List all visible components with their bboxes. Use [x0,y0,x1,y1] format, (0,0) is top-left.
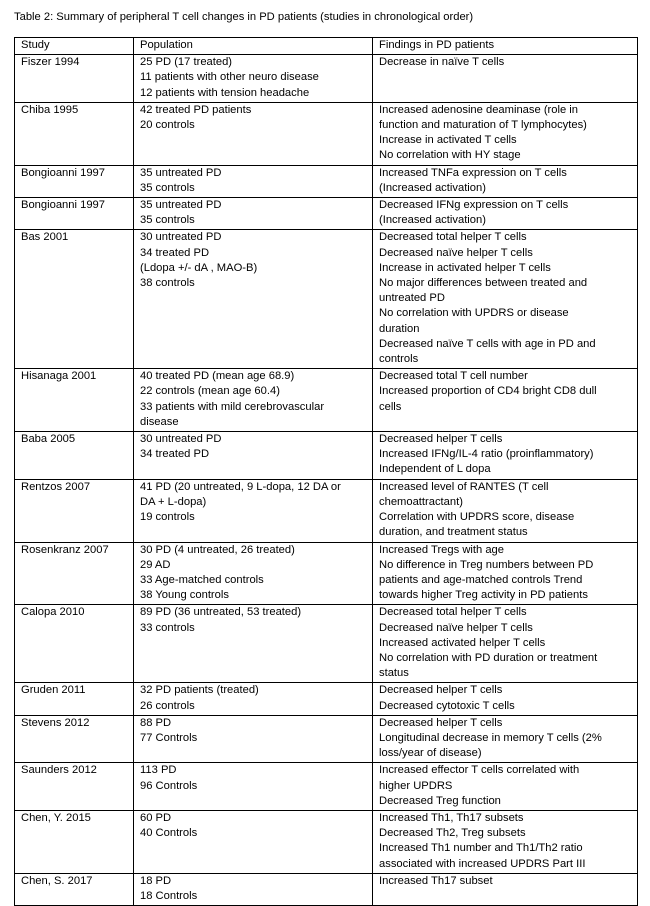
table-row [15,715,638,763]
table-row [15,55,638,103]
findings-cell [373,479,638,542]
study-cell: Chiba 1995 [15,102,134,165]
population-cell [134,810,373,873]
population-line: disease [140,415,179,428]
findings-cell [373,810,638,873]
table-body [15,55,638,906]
population-line: 20 controls [140,119,195,132]
findings-line: Decreased helper T cells [379,716,503,729]
population-cell [134,102,373,165]
population-line: 34 treated PD [140,246,210,259]
population-line: 30 PD (4 untreated, 26 treated) [140,543,295,556]
findings-line: Increase in activated helper T cells [379,261,551,274]
findings-line: Decreased naïve helper T cells [379,621,533,634]
findings-line: Decrease in naïve T cells [379,56,505,69]
findings-line: controls [379,353,419,366]
findings-cell [373,432,638,480]
findings-line: Increased activated helper T cells [379,636,546,649]
findings-line: duration, and treatment status [379,526,528,539]
table-row [15,102,638,165]
findings-line: function and maturation of T lymphocytes) [379,119,587,132]
findings-line: No correlation with UPDRS or disease [379,307,569,320]
population-line: 22 controls (mean age 60.4) [140,385,280,398]
findings-line: Correlation with UPDRS score, disease [379,511,575,524]
findings-cell [373,198,638,230]
population-cell [134,542,373,605]
findings-line: No correlation with HY stage [379,149,521,162]
findings-line: No major differences between treated and [379,277,588,290]
findings-cell [373,873,638,905]
study-cell: Rentzos 2007 [15,479,134,542]
population-line: 38 controls [140,277,195,290]
findings-line: towards higher Treg activity in PD patients [379,589,588,602]
findings-line: Decreased helper T cells [379,433,503,446]
population-line: 38 Young controls [140,589,229,602]
findings-cell [373,605,638,683]
population-cell [134,873,373,905]
table-row [15,873,638,905]
study-cell: Calopa 2010 [15,605,134,683]
summary-table [14,37,638,906]
findings-cell [373,683,638,715]
population-cell [134,763,373,811]
study-cell: Stevens 2012 [15,715,134,763]
findings-line: Decreased total helper T cells [379,606,527,619]
table-row [15,198,638,230]
population-line: 33 controls [140,621,195,634]
study-cell: Hisanaga 2001 [15,369,134,432]
findings-line: Increased adenosine deaminase (role in [379,103,579,116]
findings-line: Independent of L dopa [379,463,491,476]
population-line: 42 treated PD patients [140,103,252,116]
findings-line: cells [379,400,402,413]
findings-cell [373,369,638,432]
findings-line: chemoattractant) [379,495,463,508]
table-row [15,230,638,369]
population-cell [134,198,373,230]
population-cell [134,683,373,715]
population-line: 35 untreated PD [140,166,222,179]
findings-line: Increased TNFa expression on T cells [379,166,567,179]
table-row [15,605,638,683]
header-findings: Findings in PD patients [373,38,638,55]
table-row [15,683,638,715]
population-line: 40 Controls [140,827,198,840]
findings-line: loss/year of disease) [379,747,482,760]
study-cell: Baba 2005 [15,432,134,480]
population-line: 41 PD (20 untreated, 9 L-dopa, 12 DA or [140,480,341,493]
findings-line: Decreased cytotoxic T cells [379,699,515,712]
findings-line: Decreased Th2, Treg subsets [379,827,526,840]
population-cell [134,605,373,683]
study-cell: Rosenkranz 2007 [15,542,134,605]
findings-cell [373,55,638,103]
findings-line: No difference in Treg numbers between PD [379,558,594,571]
population-line: 60 PD [140,811,172,824]
population-line: 96 Controls [140,779,198,792]
population-line: 18 Controls [140,889,198,902]
findings-line: Decreased helper T cells [379,684,503,697]
population-line: 32 PD patients (treated) [140,684,259,697]
population-line: 34 treated PD [140,448,210,461]
population-line: 40 treated PD (mean age 68.9) [140,370,295,383]
findings-line: Increased proportion of CD4 bright CD8 dull [379,385,597,398]
findings-cell [373,230,638,369]
population-line: (Ldopa +/- dA , MAO-B) [140,261,258,274]
study-cell: Chen, Y. 2015 [15,810,134,873]
findings-cell [373,542,638,605]
findings-line: (Increased activation) [379,181,486,194]
population-line: 33 Age-matched controls [140,573,264,586]
findings-line: Increase in activated T cells [379,134,517,147]
findings-line: Longitudinal decrease in memory T cells (2% [379,731,602,744]
findings-cell [373,715,638,763]
findings-line: associated with increased UPDRS Part III [379,857,586,870]
population-line: 30 untreated PD [140,433,222,446]
population-line: DA + L-dopa) [140,495,207,508]
table-row [15,810,638,873]
population-line: 88 PD [140,716,172,729]
population-line: 26 controls [140,699,195,712]
table-row [15,479,638,542]
population-cell [134,165,373,197]
findings-line: Decreased total T cell number [379,370,528,383]
findings-line: (Increased activation) [379,214,486,227]
findings-line: Decreased naïve T cells with age in PD and [379,337,596,350]
header-population: Population [134,38,373,55]
table-row [15,542,638,605]
findings-line: No correlation with PD duration or treatment [379,651,598,664]
findings-line: Increased Th1, Th17 subsets [379,811,524,824]
study-cell: Chen, S. 2017 [15,873,134,905]
findings-line: higher UPDRS [379,779,453,792]
population-line: 25 PD (17 treated) [140,56,233,69]
population-line: 113 PD [140,764,177,777]
study-cell: Bongioanni 1997 [15,198,134,230]
study-cell: Gruden 2011 [15,683,134,715]
population-line: 35 untreated PD [140,199,222,212]
header-study: Study [15,38,134,55]
findings-line: Increased Th17 subset [379,874,493,887]
table-caption: Table 2: Summary of peripheral T cell changes in PD patients (studies in chronological order) [14,11,474,23]
population-line: 19 controls [140,511,195,524]
study-cell: Bas 2001 [15,230,134,369]
findings-line: untreated PD [379,292,445,305]
findings-line: patients and age-matched controls Trend [379,573,583,586]
findings-line: Decreased total helper T cells [379,231,527,244]
findings-line: Increased Th1 number and Th1/Th2 ratio [379,842,583,855]
table-row [15,165,638,197]
population-line: 33 patients with mild cerebrovascular [140,400,325,413]
findings-line: Decreased Treg function [379,794,501,807]
findings-cell [373,165,638,197]
population-line: 35 controls [140,214,195,227]
findings-line: Decreased IFNg expression on T cells [379,199,569,212]
study-cell: Fiszer 1994 [15,55,134,103]
study-cell: Saunders 2012 [15,763,134,811]
table-row [15,763,638,811]
findings-cell [373,102,638,165]
population-cell [134,230,373,369]
table-header-row [15,38,638,55]
findings-line: Increased effector T cells correlated with [379,764,580,777]
study-cell: Bongioanni 1997 [15,165,134,197]
population-line: 89 PD (36 untreated, 53 treated) [140,606,302,619]
findings-line: Increased level of RANTES (T cell [379,480,549,493]
population-cell [134,369,373,432]
findings-line: Decreased naïve helper T cells [379,246,533,259]
population-line: 77 Controls [140,731,198,744]
population-line: 29 AD [140,558,171,571]
population-cell [134,715,373,763]
findings-line: Increased IFNg/IL-4 ratio (proinflammatory) [379,448,594,461]
findings-line: status [379,667,409,680]
population-line: 11 patients with other neuro disease [140,71,319,84]
population-line: 18 PD [140,874,172,887]
population-line: 35 controls [140,181,195,194]
population-cell [134,55,373,103]
population-line: 12 patients with tension headache [140,86,310,99]
population-cell [134,479,373,542]
findings-cell [373,763,638,811]
findings-line: duration [379,322,420,335]
table-row [15,369,638,432]
population-cell [134,432,373,480]
findings-line: Increased Tregs with age [379,543,504,556]
table-row [15,432,638,480]
population-line: 30 untreated PD [140,231,222,244]
